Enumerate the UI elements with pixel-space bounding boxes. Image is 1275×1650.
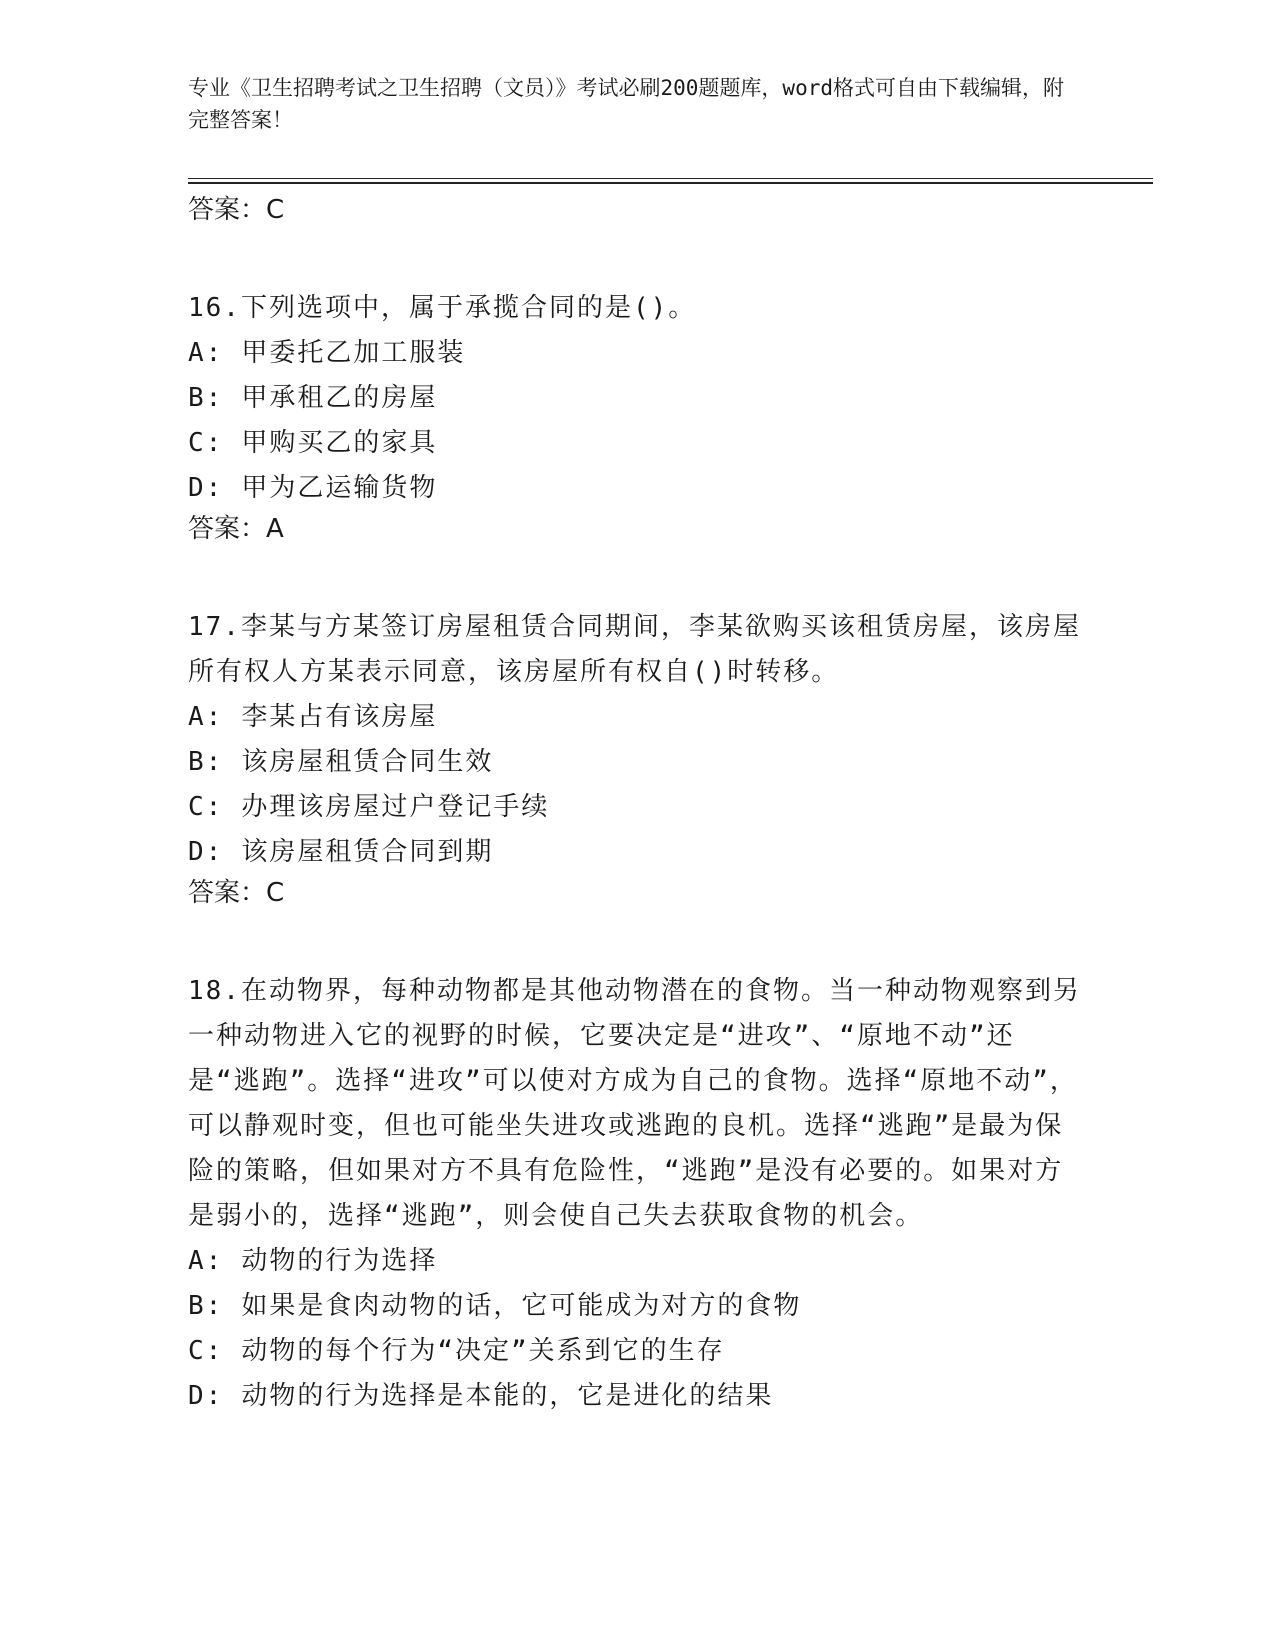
option-b: B: 该房屋租赁合同生效 bbox=[188, 747, 494, 777]
answer-line: 答案：C bbox=[188, 195, 285, 225]
option-d: D: 该房屋租赁合同到期 bbox=[188, 837, 494, 867]
question-stem: 18.在动物界，每种动物都是其他动物潜在的食物。当一种动物观察到另一种动物进入它的视野的时候，它要决定是“进攻”、“原地不动”还是“逃跑”。选择“进攻”可以使对方成为自己的食物。选择“原地不动”，可以静观时变，但也可能坐失进攻或逃跑的良机。选择“逃跑”是最为保险的策略，但如果对方不具有危险性，“逃跑”是没有必要的。如果对方是弱小的，选择“逃跑”，则会使自己失去获取食物的机会。 bbox=[188, 976, 1081, 1231]
question-16 bbox=[188, 286, 1088, 547]
header-divider-thin bbox=[188, 178, 1153, 179]
option-b: B: 如果是食肉动物的话，它可能成为对方的食物 bbox=[188, 1291, 802, 1321]
option-d: D: 动物的行为选择是本能的，它是进化的结果 bbox=[188, 1381, 774, 1411]
answer-line: 答案：C bbox=[188, 878, 285, 908]
option-c: C: 动物的每个行为“决定”关系到它的生存 bbox=[188, 1336, 725, 1366]
option-d: D: 甲为乙运输货物 bbox=[188, 473, 438, 503]
question-18 bbox=[188, 969, 1088, 1419]
question-stem: 17.李某与方某签订房屋租赁合同期间，李某欲购买该租赁房屋，该房屋所有权人方某表示同意，该房屋所有权自()时转移。 bbox=[188, 612, 1081, 687]
answer-line: 答案：A bbox=[188, 514, 284, 544]
option-a: A: 甲委托乙加工服装 bbox=[188, 338, 466, 368]
answer-value: C bbox=[266, 878, 285, 908]
header-divider-thick bbox=[188, 182, 1153, 184]
answer-value: C bbox=[266, 195, 285, 225]
page-header bbox=[188, 72, 1068, 136]
option-c: C: 甲购买乙的家具 bbox=[188, 428, 438, 458]
answer-value: A bbox=[266, 514, 284, 544]
option-a: A: 李某占有该房屋 bbox=[188, 702, 438, 732]
option-a: A: 动物的行为选择 bbox=[188, 1246, 438, 1276]
question-stem: 16.下列选项中，属于承揽合同的是()。 bbox=[188, 293, 697, 323]
option-c: C: 办理该房屋过户登记手续 bbox=[188, 792, 550, 822]
header-text: 专业《卫生招聘考试之卫生招聘（文员）》考试必刷200题题库，word格式可自由下载编辑，附完整答案！ bbox=[188, 76, 1064, 132]
question-17 bbox=[188, 605, 1088, 911]
option-b: B: 甲承租乙的房屋 bbox=[188, 383, 438, 413]
question-list bbox=[188, 192, 1088, 1419]
